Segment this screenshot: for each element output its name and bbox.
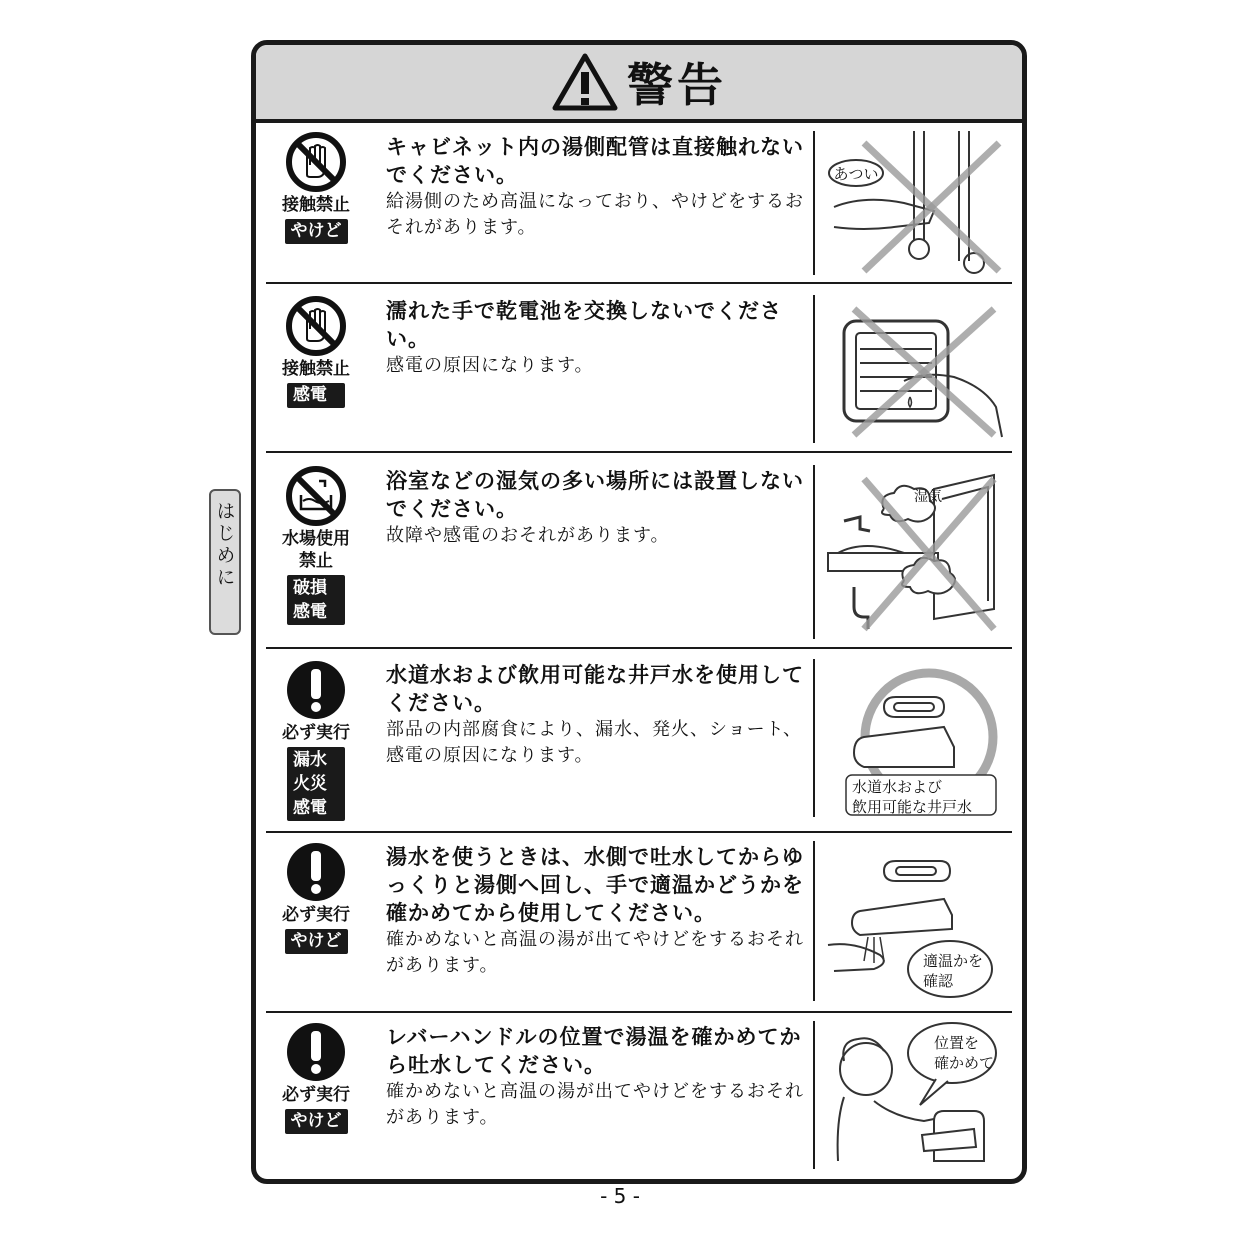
row-category: 必ず実行 [282, 905, 350, 925]
row-divider [813, 659, 815, 817]
hot-pipe-illustration [824, 131, 1014, 277]
row-category: 水場使用 禁止 [282, 529, 350, 571]
warning-triangle-icon [551, 52, 619, 112]
row-heading: キャビネット内の湯側配管は直接触れないでください。 [386, 135, 804, 187]
row-tag: やけど [285, 219, 348, 244]
row-body: 確かめないと高温の湯が出てやけどをするおそれがあります。 [386, 1081, 804, 1128]
row-heading: 湯水を使うときは、水側で吐水してからゆっくりと湯側へ回し、手で適温かどうかを確かめてから使用してください。 [386, 845, 804, 925]
row-tag: 感電 [287, 383, 345, 408]
row-tag-group [287, 575, 345, 625]
warning-row-5 [266, 841, 1012, 1007]
no-touch-icon [285, 131, 347, 193]
warning-row-6 [266, 1021, 1012, 1171]
row-category: 必ず実行 [282, 1085, 350, 1105]
row-separator [266, 831, 1012, 833]
illus-label: あつい [833, 165, 879, 183]
row-body: 感電の原因になります。 [386, 355, 594, 376]
illus-caption: 適温かを 確認 [923, 952, 984, 990]
row-tag-group [287, 747, 345, 821]
row-tag: やけど [285, 929, 348, 954]
warning-row-4 [266, 659, 1012, 827]
mandatory-icon [285, 841, 347, 903]
row-symbol-block [266, 659, 366, 821]
row-symbol-block [266, 465, 366, 625]
warning-row-2 [266, 295, 1012, 445]
row-body: 確かめないと高温の湯が出てやけどをするおそれがあります。 [386, 929, 804, 976]
row-symbol-block [266, 295, 366, 408]
battery-illustration [824, 297, 1014, 443]
warning-frame [251, 40, 1027, 1184]
row-category: 接触禁止 [282, 195, 350, 215]
row-heading: 水道水および飲用可能な井戸水を使用してください。 [386, 663, 804, 715]
row-heading: レバーハンドルの位置で湯温を確かめてから吐水してください。 [386, 1025, 802, 1077]
row-heading: 浴室などの湿気の多い場所には設置しないでください。 [386, 469, 804, 521]
row-symbol-block [266, 1021, 366, 1134]
row-divider [813, 131, 815, 275]
section-tab-label: はじめに [213, 501, 236, 589]
row-divider [813, 295, 815, 443]
row-separator [266, 1011, 1012, 1013]
row-category: 接触禁止 [282, 359, 350, 379]
row-tag: 破損 [293, 578, 327, 598]
page-number: - 5 - [600, 1184, 640, 1208]
row-tag: やけど [285, 1109, 348, 1134]
row-separator [266, 282, 1012, 284]
section-tab[interactable] [209, 489, 241, 635]
mandatory-icon [285, 659, 347, 721]
illus-label: 湿気 [914, 489, 942, 505]
row-symbol-block [266, 131, 366, 244]
row-tag: 漏水 [293, 750, 327, 770]
page-title: 警告 [627, 58, 727, 112]
row-category: 必ず実行 [282, 723, 350, 743]
row-divider [813, 465, 815, 639]
no-touch-icon [285, 295, 347, 357]
row-tag: 感電 [293, 798, 327, 818]
illus-caption: 水道水および 飲用可能な井戸水 [852, 778, 973, 816]
row-body: 給湯側のため高温になっており、やけどをするおそれがあります。 [386, 191, 804, 238]
warning-header [256, 45, 1022, 123]
row-divider [813, 1021, 815, 1169]
row-divider [813, 841, 815, 1001]
row-symbol-block [266, 841, 366, 954]
warning-row-3 [266, 465, 1012, 641]
row-body: 故障や感電のおそれがあります。 [386, 525, 670, 546]
row-body: 部品の内部腐食により、漏水、発火、ショート、感電の原因になります。 [386, 719, 803, 766]
row-tag: 火災 [293, 774, 327, 794]
row-separator [266, 647, 1012, 649]
row-tag: 感電 [293, 602, 327, 622]
row-separator [266, 451, 1012, 453]
no-water-area-icon [285, 465, 347, 527]
mandatory-icon [285, 1021, 347, 1083]
humid-bathroom-illustration [824, 469, 1014, 637]
illus-caption: 位置を 確かめて [934, 1034, 995, 1072]
row-heading: 濡れた手で乾電池を交換しないでください。 [386, 299, 782, 351]
warning-row-1 [266, 131, 1012, 279]
